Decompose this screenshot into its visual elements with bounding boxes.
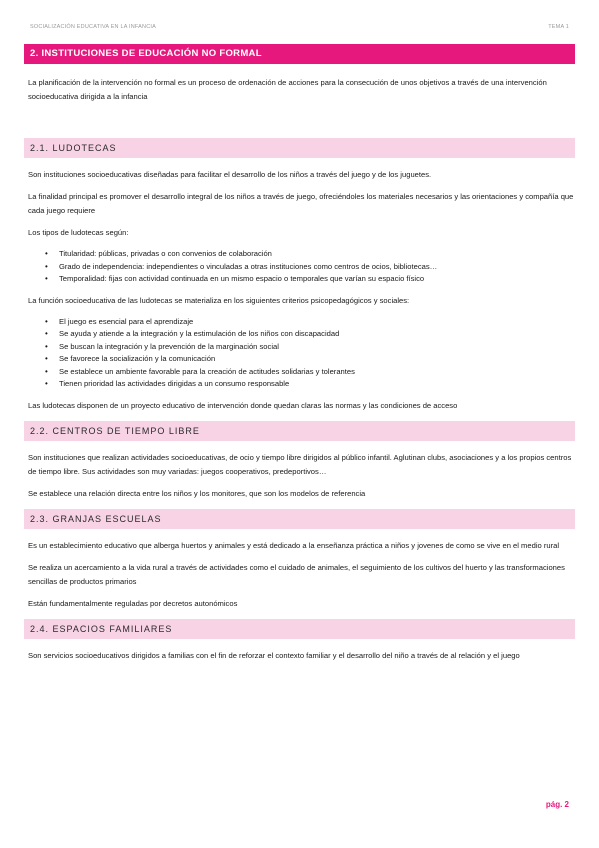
- ludoteca-types-list: [24, 248, 575, 286]
- paragraph: Las ludotecas disponen de un proyecto educativo de intervención donde quedan claras las normas y las condiciones de acceso: [28, 400, 458, 410]
- list-item: • Se ayuda y atiende a la integración y la estimulación de los niños con discapacidad: [24, 328, 575, 341]
- paragraph: Son instituciones socioeducativas diseñadas para facilitar el desarrollo de los niños a través del juego y de los juguetes.: [28, 170, 432, 179]
- paragraph: La función socioeducativa de las ludotecas se materializa en los siguientes criterios psicopedagógicos y sociales:: [28, 295, 410, 305]
- section-heading-granjas: 2.3. GRANJAS ESCUELAS: [24, 509, 575, 529]
- paragraph: Son servicios socioeducativos dirigidos a familias con el fin de reforzar el contexto familiar y el desarrollo del niño a través de al relación y el juego: [28, 650, 520, 660]
- main-section-heading: 2. INSTITUCIONES DE EDUCACIÓN NO FORMAL: [24, 44, 575, 64]
- list-item: • El juego es esencial para el aprendizaje: [24, 316, 575, 329]
- list-item: • Titularidad: públicas, privadas o con convenios de colaboración: [24, 248, 575, 261]
- page-content: [24, 44, 575, 671]
- list-item: • Se buscan la integración y la prevención de la marginación social: [24, 341, 575, 354]
- intro-paragraph: La planificación de la intervención no formal es un proceso de ordenación de acciones para la consecución de unos objetivos a través de una intervención socioeducativa dirigida a la infancia: [28, 78, 547, 101]
- ludoteca-criteria-list: [24, 316, 575, 391]
- list-item: • Tienen prioridad las actividades dirigidas a un consumo responsable: [24, 378, 575, 391]
- paragraph: Se realiza un acercamiento a la vida rural a través de actividades como el cuidado de animales, el seguimiento de los cultivos del huerto y las transformaciones sencillas de productos primarios: [28, 562, 565, 586]
- paragraph: Están fundamentalmente reguladas por decretos autonómicos: [28, 598, 238, 608]
- running-header-chapter: TEMA 1: [548, 24, 569, 30]
- paragraph: Se establece una relación directa entre los niños y los monitores, que son los modelos de referencia: [28, 488, 366, 498]
- section-heading-familiares: 2.4. ESPACIOS FAMILIARES: [24, 619, 575, 639]
- list-item: • Se establece un ambiente favorable para la creación de actitudes solidarias y tolerantes: [24, 366, 575, 379]
- paragraph: Es un establecimiento educativo que alberga huertos y animales y está dedicado a la enseñanza práctica a niños y jovenes de como se vive en el medio rural: [28, 540, 560, 550]
- section-heading-ludotecas: 2.1. LUDOTECAS: [24, 138, 575, 158]
- paragraph: Los tipos de ludotecas según:: [28, 228, 129, 237]
- paragraph: Son instituciones que realizan actividades socioeducativas, de ocio y tiempo libre dirigidos al público infantil. Aglutinan clubs, asociaciones y a los propios centros de tiempo libre. Sus actividades son muy variadas: juegos cooperativos, predeportivos…: [28, 452, 572, 476]
- list-item: • Se favorece la socialización y la comunicación: [24, 353, 575, 366]
- page-number: pág. 2: [545, 800, 569, 809]
- paragraph: La finalidad principal es promover el desarrollo integral de los niños a través de juego, ofreciéndoles los materiales necesarios y las orientaciones y compañía que cada juego requiere: [28, 192, 574, 215]
- list-item: • Temporalidad: fijas con actividad continuada en un mismo espacio o temporales que varían su espacio físico: [24, 273, 575, 286]
- section-heading-tiempo-libre: 2.2. CENTROS DE TIEMPO LIBRE: [24, 421, 575, 441]
- running-header-title: SOCIALIZACIÓN EDUCATIVA EN LA INFANCIA: [30, 24, 156, 30]
- list-item: • Grado de independencia: independientes o vinculadas a otras instituciones como centros de ocios, bibliotecas…: [24, 261, 575, 274]
